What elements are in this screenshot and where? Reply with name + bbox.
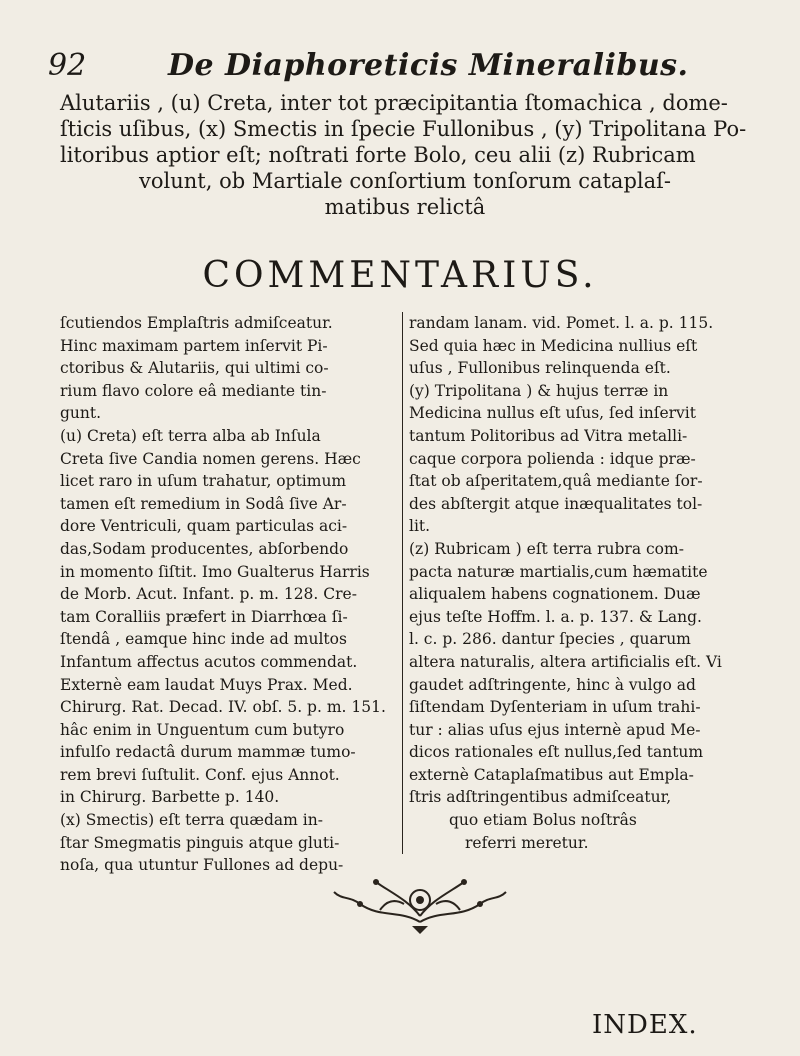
text-line: tantum Politoribus ad Vitra metalli-: [409, 426, 688, 445]
text-line: de Morb. Acut. Infant. p. m. 128. Cre-: [60, 585, 357, 604]
text-line: Externè eam laudat Muys Prax. Med.: [60, 675, 353, 694]
text-line: Medicina nullus eſt uſus, ſed inſervit: [409, 404, 696, 423]
intro-paragraph: [60, 90, 750, 220]
text-line: externè Cataplaſmatibus aut Empla-: [409, 765, 694, 784]
text-line: Creta ſive Candia nomen gerens. Hæc: [60, 449, 361, 468]
text-line: gunt.: [60, 404, 102, 423]
text-line: lit.: [409, 517, 431, 536]
text-line: pacta naturæ martialis,cum hæmatite: [409, 562, 708, 581]
intro-line: litoribus aptior eſt; noſtrati forte Bolo, ceu alii (z) Rubricam: [60, 143, 696, 167]
text-line: rium flavo colore eâ mediante tin-: [60, 381, 327, 400]
printer-ornament-icon: [320, 870, 520, 936]
text-line: (u) Creta) eſt terra alba ab Inſula: [60, 426, 321, 445]
intro-line: ſticis uſibus, (x) Smectis in ſpecie Fullonibus , (y) Tripolitana Po-: [60, 117, 747, 141]
text-line: Hinc maximam partem inſervit Pi-: [60, 336, 328, 355]
text-line: licet raro in uſum trahatur, optimum: [60, 472, 347, 491]
intro-line: volunt, ob Martiale conſortium tonſorum cataplaſ-: [139, 169, 671, 193]
text-line: ſtar Smegmatis pinguis atque gluti-: [60, 833, 340, 852]
running-head: [48, 48, 748, 88]
text-line: hâc enim in Unguentum cum butyro: [60, 720, 345, 739]
text-line: ſcutiendos Emplaſtris admiſceatur.: [60, 314, 333, 332]
text-line: dore Ventriculi, quam particulas aci-: [60, 517, 348, 536]
text-line: ſtendâ , eamque hinc inde ad multos: [60, 630, 347, 649]
text-line: altera naturalis, altera artificialis eſt. Vi: [409, 652, 722, 671]
text-line: ſiſtendam Dyſenteriam in uſum trahi-: [409, 698, 701, 717]
text-line: randam lanam. vid. Pomet. l. a. p. 115.: [409, 314, 714, 332]
intro-line: matibus relictâ: [324, 195, 486, 219]
text-line: ſtat ob aſperitatem,quâ mediante ſor-: [409, 472, 703, 491]
text-line: (x) Smectis) eſt terra quædam in-: [60, 811, 323, 830]
text-line: quo etiam Bolus noſtrâs: [449, 811, 637, 830]
text-line: rem brevi ſuſtulit. Conf. ejus Annot.: [60, 765, 340, 784]
left-column: [60, 312, 400, 877]
text-line: (z) Rubricam ) eſt terra rubra com-: [409, 539, 684, 558]
text-line: Chirurg. Rat. Decad. IV. obſ. 5. p. m. 151.: [60, 698, 386, 717]
text-line: infulſo redactâ durum mammæ tumo-: [60, 743, 356, 762]
text-line: tamen eſt remedium in Sodâ ſive Ar-: [60, 494, 347, 513]
text-line: caque corpora polienda : idque præ-: [409, 449, 696, 468]
text-line: ejus teſte Hoffm. l. a. p. 137. & Lang.: [409, 607, 702, 626]
text-line: das,Sodam producentes, abſorbendo: [60, 539, 349, 558]
text-line: uſus , Fullonibus relinquenda eſt.: [409, 359, 671, 378]
text-line: ſtris adſtringentibus admiſceatur,: [409, 788, 672, 807]
text-line: in Chirurg. Barbette p. 140.: [60, 788, 280, 807]
text-line: (y) Tripolitana ) & hujus terræ in: [409, 381, 669, 400]
catchword: INDEX.: [592, 1010, 698, 1040]
text-line: ctoribus & Alutariis, qui ultimi co-: [60, 359, 329, 378]
page-number: 92: [48, 48, 87, 83]
text-line: referri meretur.: [465, 833, 589, 852]
section-heading: COMMENTARIUS.: [202, 255, 598, 296]
right-column: [402, 312, 743, 854]
text-line: dicos rationales eſt nullus,ſed tantum: [409, 743, 704, 762]
text-line: gaudet adſtringente, hinc à vulgo ad: [409, 675, 696, 694]
text-line: l. c. p. 286. dantur ſpecies , quarum: [409, 630, 691, 649]
text-line: noſa, qua utuntur Fullones ad depu-: [60, 856, 344, 875]
text-line: tur : alias uſus ejus internè apud Me-: [409, 720, 701, 739]
text-line: Sed quia hæc in Medicina nullius eſt: [409, 336, 698, 355]
text-line: des abſtergit atque inæqualitates tol-: [409, 494, 703, 513]
text-line: Infantum affectus acutos commendat.: [60, 652, 358, 671]
text-line: aliqualem habens cognationem. Duæ: [409, 585, 701, 604]
text-line: in momento ſiſtit. Imo Gualterus Harris: [60, 562, 370, 581]
intro-line: Alutariis , (u) Creta, inter tot præcipitantia ſtomachica , dome-: [60, 91, 728, 115]
running-title: De Diaphoreticis Mineralibus.: [168, 48, 689, 83]
text-line: tam Coralliis præfert in Diarrhœa ſi-: [60, 607, 348, 626]
